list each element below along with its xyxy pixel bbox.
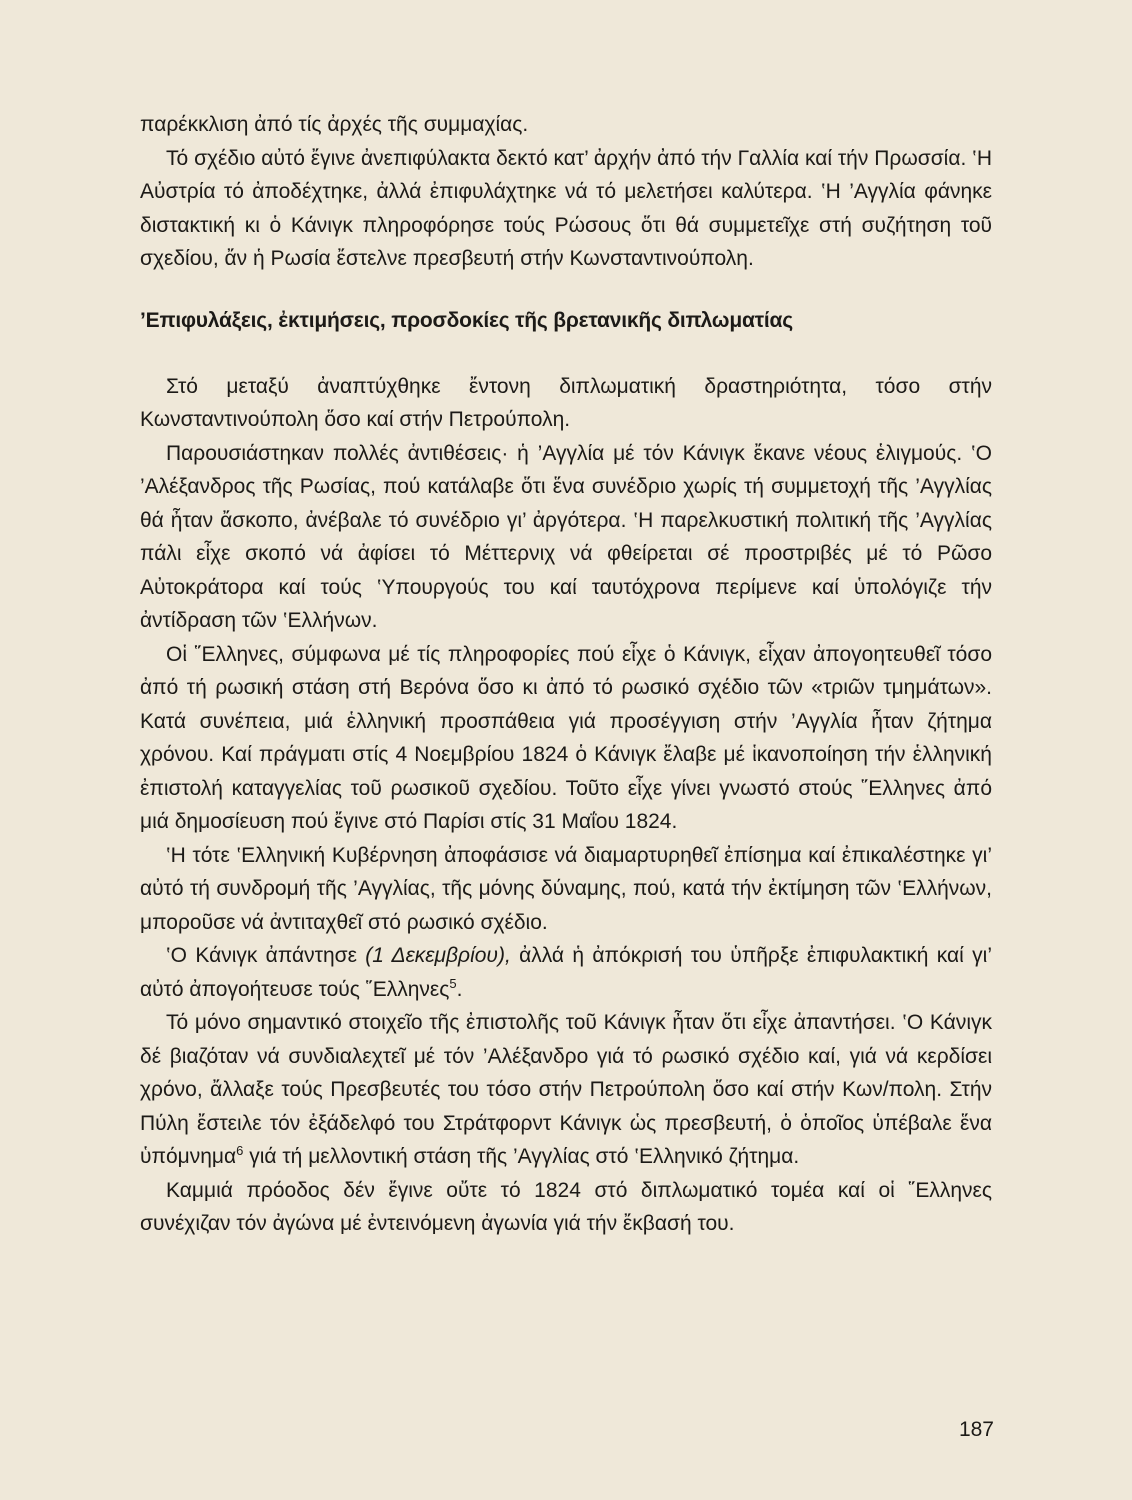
paragraph-1: Τό σχέδιο αὐτό ἔγινε ἀνεπιφύλακτα δεκτό κατ’ ἀρχήν ἀπό τήν Γαλλία καί τήν Πρωσσία. ‛Η Αὐστρία τό ἀποδέχτηκε, ἀλλά ἐπιφυλάχτηκε νά τό μελετήσει καλύτερα. ‛Η ’Αγγλία φάνηκε διστακτική κι ὁ Κάνιγκ πληροφόρησε τούς Ρώσους ὅτι θά συμμετεῖχε στή συζήτηση τοῦ σχεδίου, ἄν ἡ Ρωσία ἔστελνε πρεσβευτή στήν Κωνσταντινούπολη. (140, 146, 992, 270)
paragraph-3: Παρουσιάστηκαν πολλές ἀντιθέσεις· ἡ ’Αγγλία μέ τόν Κάνιγκ ἔκανε νέους ἑλιγμούς. ‛Ο ’Αλέξανδρος τῆς Ρωσίας, πού κατάλαβε ὅτι ἕνα συνέδριο χωρίς τή συμμετοχή τῆς ’Αγγλίας θά ἦταν ἄσκοπο, ἀνέβαλε τό συνέδριο γι’ ἀργότερα. ‛Η παρελκυστική πολιτική τῆς ’Αγγλίας πάλι εἶχε σκοπό νά ἀφίσει τό Μέττερνιχ νά φθείρεται σέ προστριβές μέ τό Ρῶσο Αὐτοκράτορα καί τούς ‛Υπουργούς του καί ταυτόχρονα περίμενε καί ὑπολόγιζε τήν ἀντίδραση τῶν ‛Ελλήνων. (140, 441, 992, 632)
paragraph-7-end: γιά τή μελλοντική στάση τῆς ’Αγγλίας στό ‛Ελληνικό ζήτημα. (243, 1145, 800, 1168)
paragraph-8: Καμμιά πρόοδος δέν ἔγινε οὔτε τό 1824 στό διπλωματικό τομέα καί οἱ ῞Ελληνες συνέχιζαν τόν ἀγώνα μέ ἐντεινόμενη ἀγωνία γιά τήν ἔκβασή του. (140, 1178, 992, 1235)
paragraph-4: Οἱ ῞Ελληνες, σύμφωνα μέ τίς πληροφορίες πού εἶχε ὁ Κάνιγκ, εἶχαν ἀπογοητευθεῖ τόσο ἀπό τή ρωσική στάση στή Βερόνα ὅσο κι ἀπό τό ρωσικό σχέδιο τῶν «τριῶν τμημάτων». Κατά συνέπεια, μιά ἑλληνική προσπάθεια γιά προσέγγιση στήν ’Αγγλία ἦταν ζήτημα χρόνου. Καί πράγματι στίς 4 Νοεμβρίου 1824 ὁ Κάνιγκ ἔλαβε μέ ἱκανοποίηση τήν ἑλληνική ἐπιστολή καταγγελίας τοῦ ρωσικοῦ σχεδίου. Τοῦτο εἶχε γίνει γνωστό στούς ῞Ελληνες ἀπό μιά δημοσίευση πού ἔγινε στό Παρίσι στίς 31 Μαΐου 1824. (140, 642, 992, 833)
footnote-marker-5: 5 (449, 975, 457, 991)
paragraph-6 (140, 939, 992, 1006)
paragraph-2: Στό μεταξύ ἀναπτύχθηκε ἔντονη διπλωματική δραστηριότητα, τόσο στήν Κωνσταντινούπολη ὅσο καί στήν Πετρούπολη. (140, 374, 992, 431)
paragraph-5: ‛Η τότε ‛Ελληνική Κυβέρνηση ἀποφάσισε νά διαμαρτυρηθεῖ ἐπίσημα καί ἐπικαλέστηκε γι’ αὐτό τή συνδρομή τῆς ’Αγγλίας, τῆς μόνης δύναμης, πού, κατά τήν ἐκτίμηση τῶν ‛Ελλήνων, μποροῦσε νά ἀντιταχθεῖ στό ρωσικό σχέδιο. (140, 843, 992, 934)
paragraph-6-date: (1 Δεκεμβρίου), (365, 944, 511, 967)
paragraph-6-start: ‛Ο Κάνιγκ ἀπάντησε (166, 944, 366, 967)
paragraph-6-end: ἀλλά ἡ ἀπόκρισή του ὑπῆρξε ἐπιφυλακτική καί γι’ αὐτό ἀπογοήτευσε τούς ῞Ελληνες (140, 944, 992, 1001)
paragraph-7-start: Τό μόνο σημαντικό στοιχεῖο τῆς ἐπιστολῆς τοῦ Κάνιγκ ἦταν ὅτι εἶχε ἀπαντήσει. ‛Ο Κάνιγκ δέ βιαζόταν νά συνδιαλεχτεῖ μέ τόν ’Αλέξανδρο γιά τό ρωσικό σχέδιο καί, γιά νά κερδίσει χρόνο, ἄλλαξε τούς Πρεσβευτές του τόσο στήν Πετρούπολη ὅσο καί στήν Κων/πολη. Στήν Πύλη ἔστειλε τόν ἐξάδελφό του Στράτφορντ Κάνιγκ ὡς πρεσβευτή, ὁ ὁποῖος ὑπέβαλε ἕνα ὑπόμνημα (140, 1011, 992, 1168)
footnote-marker-6: 6 (236, 1143, 244, 1158)
paragraph-6-tail: . (456, 977, 463, 1001)
opening-line: παρέκκλιση ἀπό τίς ἀρχές τῆς συμμαχίας. (140, 113, 529, 136)
paragraph-7 (140, 1006, 992, 1174)
section-heading: ’Επιφυλάξεις, ἐκτιμήσεις, προσδοκίες τῆς βρετανικῆς διπλωματίας (140, 308, 793, 332)
page-number: 187 (958, 1418, 994, 1441)
